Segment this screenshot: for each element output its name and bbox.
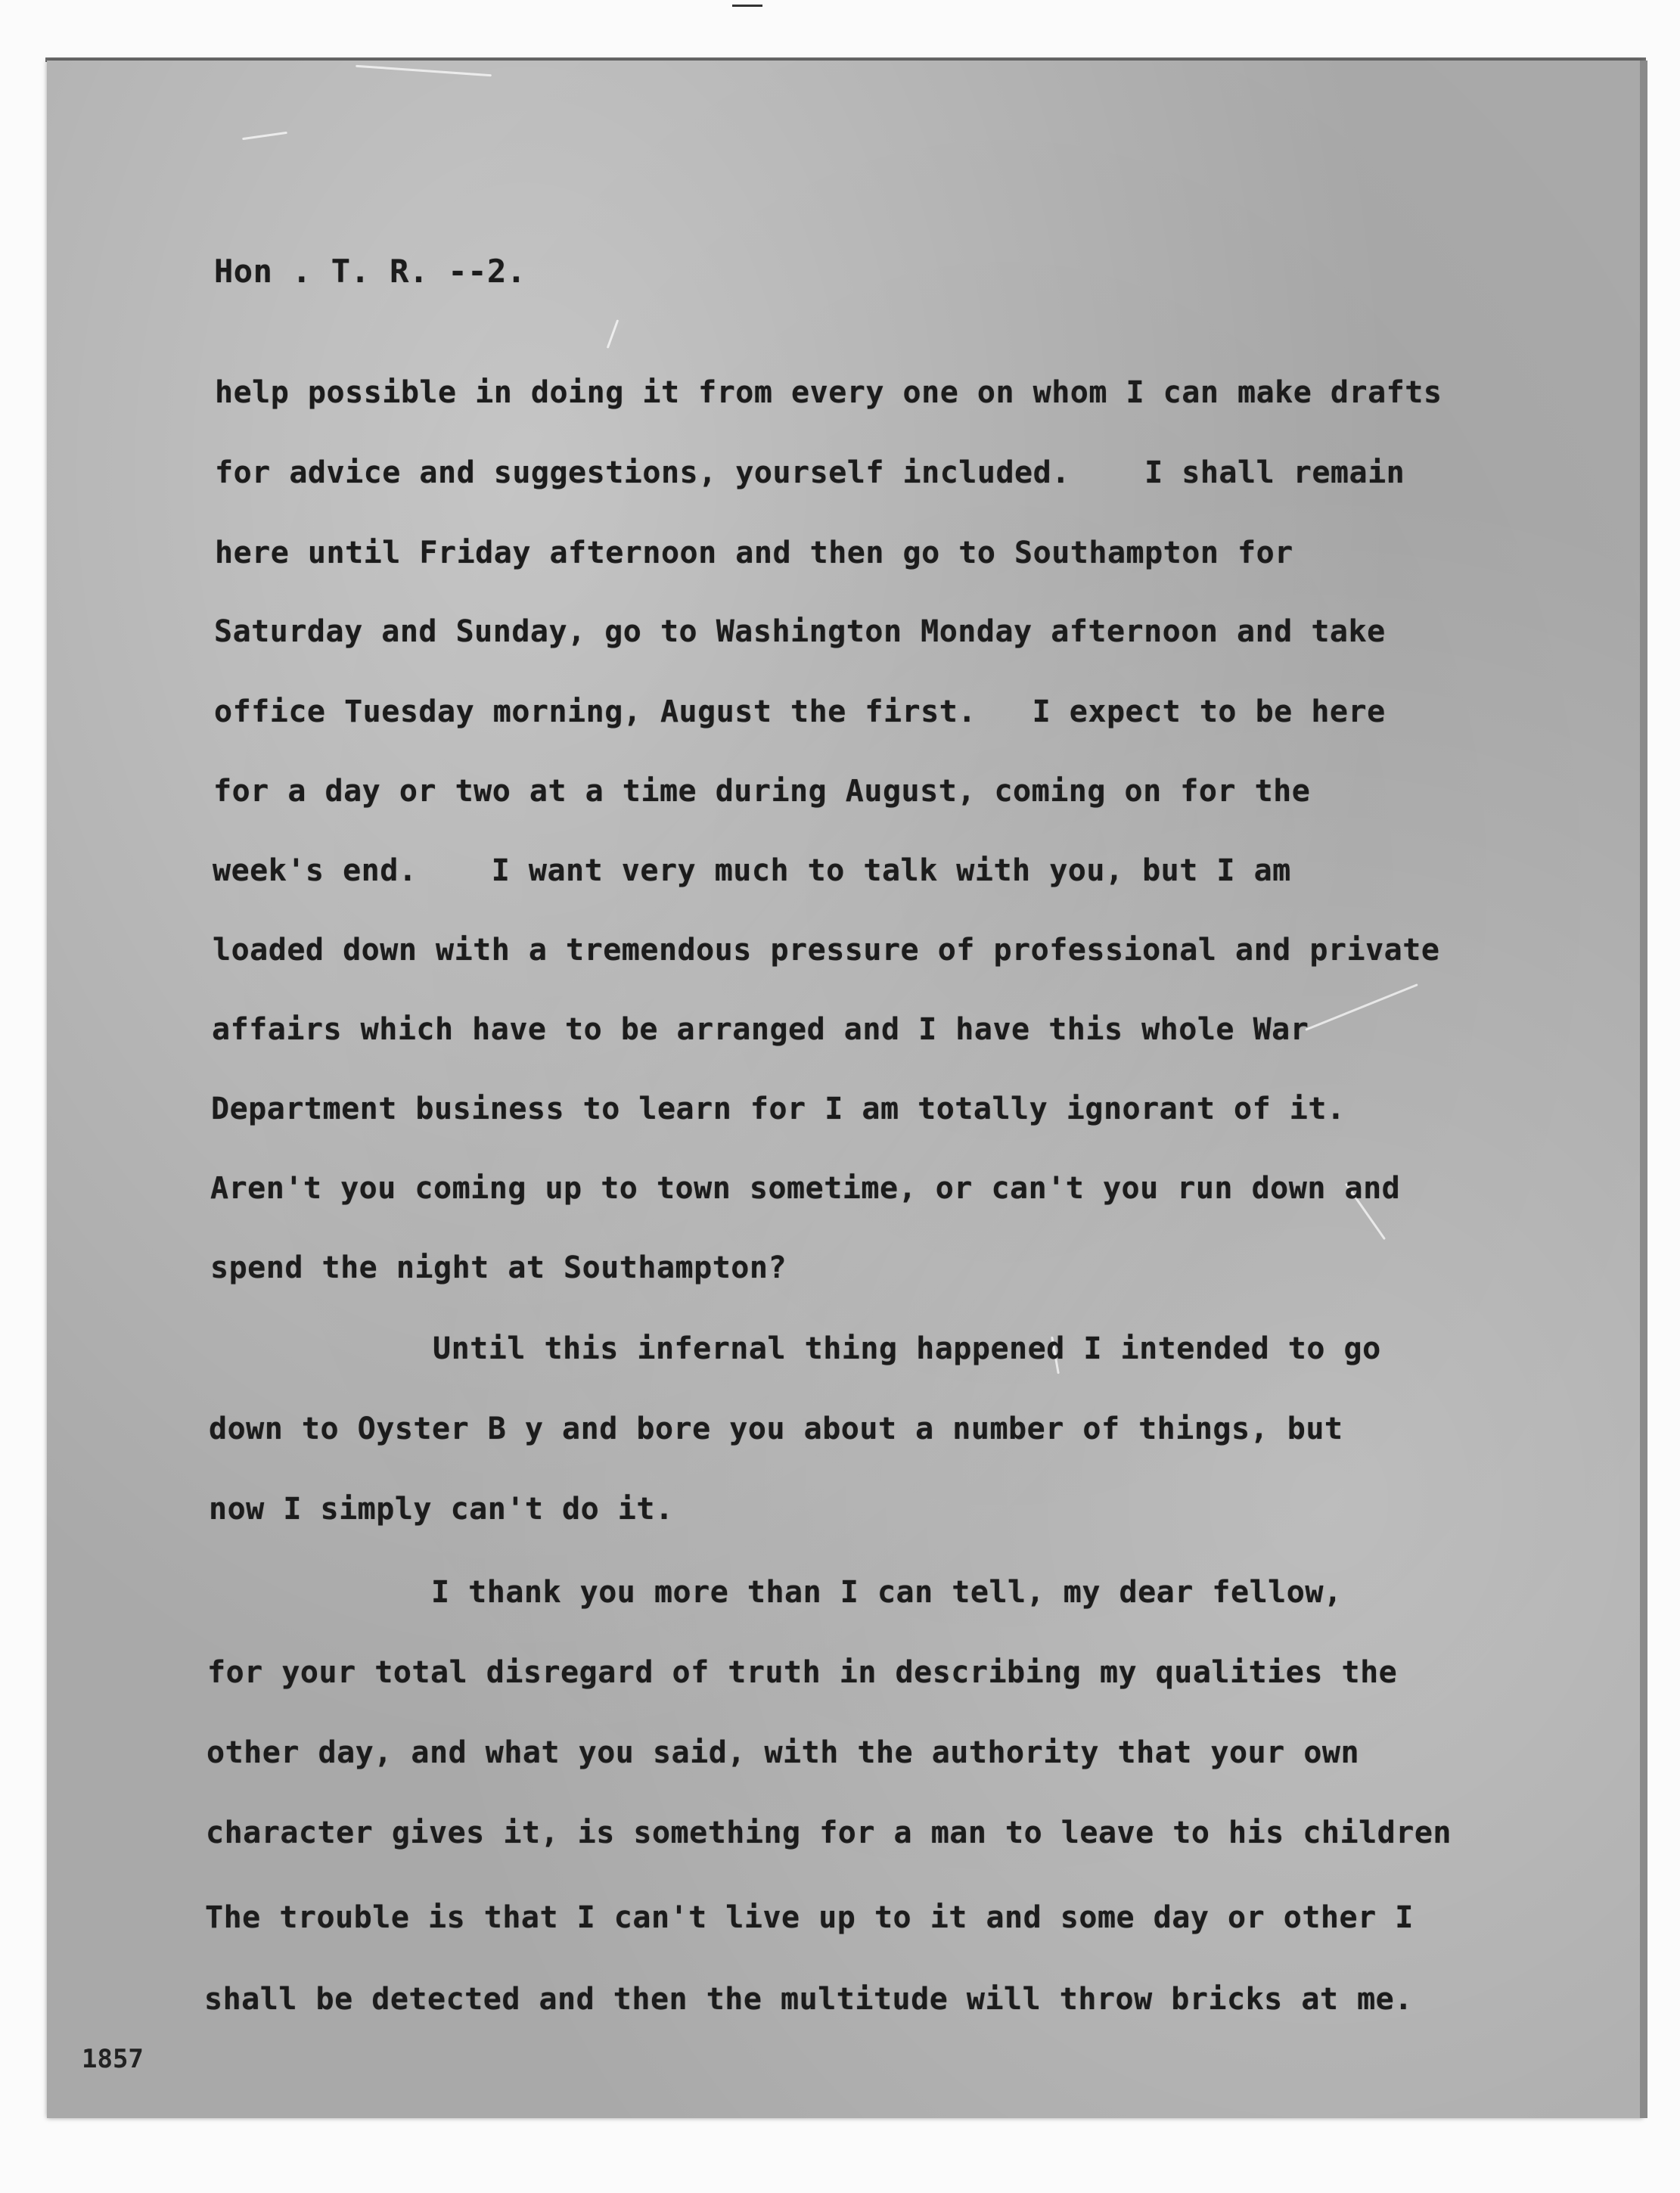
letter-line: week's end. I want very much to talk with you, but I am — [213, 853, 1291, 888]
letter-line: I thank you more than I can tell, my dear fellow, — [208, 1575, 1343, 1610]
letter-page — [47, 61, 1643, 2118]
letter-line: for your total disregard of truth in describing my qualities the — [207, 1655, 1398, 1690]
letter-line: shall be detected and then the multitude will throw bricks at me. — [204, 1982, 1413, 2017]
letter-line: office Tuesday morning, August the first. I expect to be here — [214, 694, 1386, 729]
letter-line: loaded down with a tremendous pressure of professional and private — [213, 933, 1440, 968]
letter-line: spend the night at Southampton? — [210, 1250, 787, 1285]
letter-line: Department business to learn for I am totally ignorant of it. — [211, 1092, 1346, 1126]
archive-page-number: 1857 — [82, 2044, 144, 2074]
letter-line: down to Oyster B y and bore you about a number of things, but — [209, 1412, 1343, 1446]
letter-line: now I simply can't do it. — [209, 1492, 674, 1527]
letter-line: other day, and what you said, with the authority that your own — [207, 1735, 1360, 1770]
scan-mark — [732, 5, 762, 7]
letter-line: character gives it, is something for a man to leave to his children — [206, 1816, 1452, 1850]
letter-line: affairs which have to be arranged and I have this whole War — [212, 1012, 1309, 1047]
letter-line: The trouble is that I can't live up to it and some day or other I — [205, 1900, 1414, 1935]
letter-line: for a day or two at a time during August, coming on for the — [213, 774, 1311, 809]
letter-line: help possible in doing it from every one on whom I can make drafts — [215, 375, 1442, 410]
letter-header: Hon . T. R. --2. — [214, 253, 526, 290]
letter-line: Until this infernal thing happened I intended to go — [210, 1331, 1381, 1366]
paper-right-edge — [1640, 61, 1647, 2118]
letter-line: Saturday and Sunday, go to Washington Monday afternoon and take — [214, 614, 1386, 649]
letter-line: for advice and suggestions, yourself included. I shall remain — [215, 455, 1405, 490]
letter-line: Aren't you coming up to town sometime, or can't you run down and — [210, 1171, 1401, 1206]
letter-line: here until Friday afternoon and then go to Southampton for — [215, 536, 1293, 570]
